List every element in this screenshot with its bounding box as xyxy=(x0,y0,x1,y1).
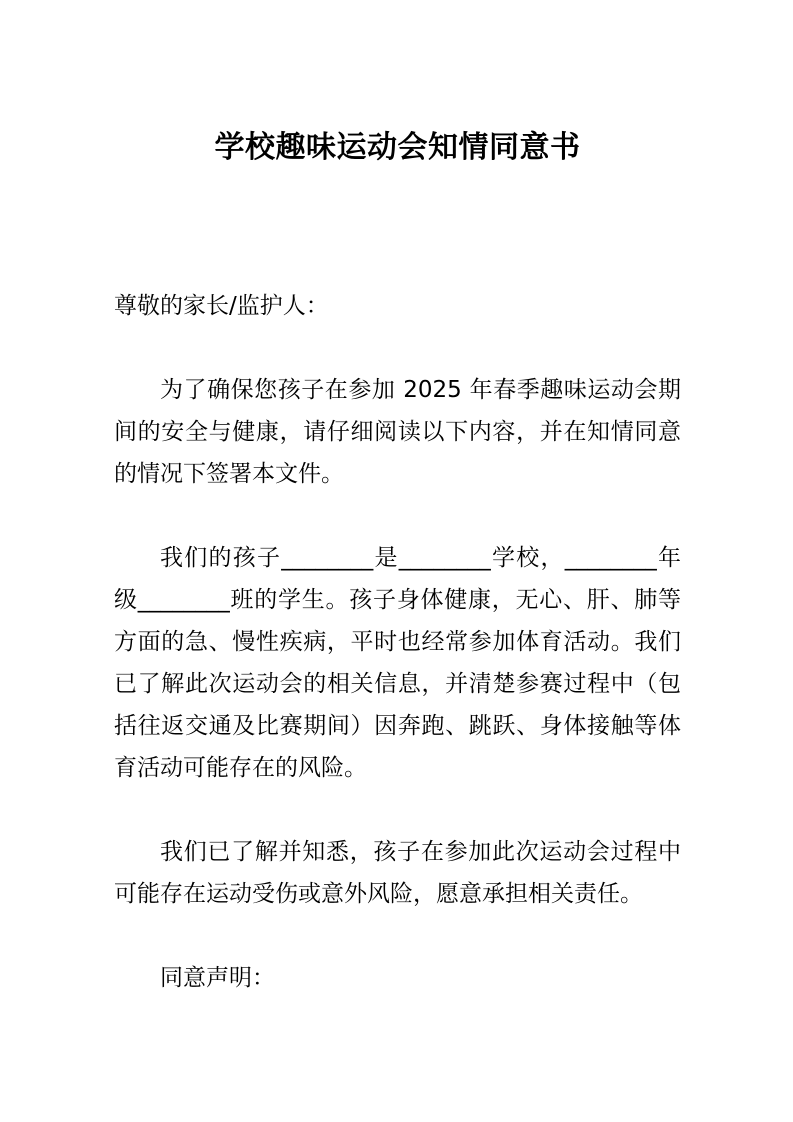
paragraph-risk-acknowledgement: 我们已了解并知悉，孩子在参加此次运动会过程中可能存在运动受伤或意外风险，愿意承担相关责任。 xyxy=(114,839,681,907)
paragraph-student-info: 我们的孩子________是________学校，________年级________班的学生。孩子身体健康，无心、肝、肺等方面的急、慢性疾病，平时也经常参加体育活动。我们已了解此次运动会的相关信息，并清楚参赛过程中（包括往返交通及比赛期间）因奔跑、跳跃、身体接触等体育活动可能存在的风险。 xyxy=(114,545,681,781)
greeting-line: 尊敬的家长/监护人： xyxy=(114,293,329,319)
consent-statement-heading: 同意声明： xyxy=(160,965,275,991)
document-title: 学校趣味运动会知情同意书 xyxy=(214,130,581,165)
paragraph-intro: 为了确保您孩子在参加 2025 年春季趣味运动会期间的安全与健康，请仔细阅读以下内容，并在知情同意的情况下签署本文件。 xyxy=(114,377,681,487)
